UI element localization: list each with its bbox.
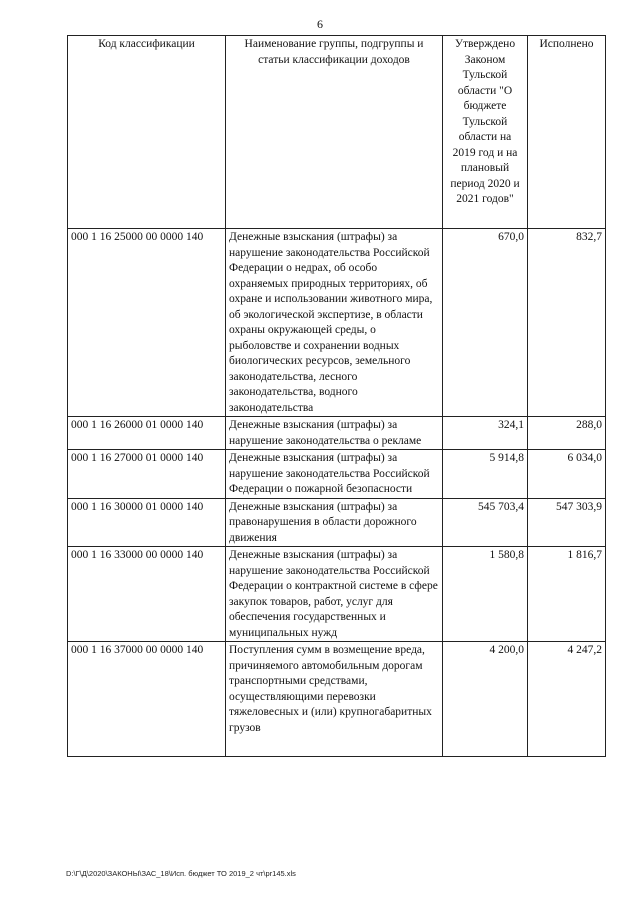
table-row — [68, 229, 606, 417]
row-name: Денежные взыскания (штрафы) за нарушение законодательства о рекламе — [226, 417, 443, 450]
row-name: Денежные взыскания (штрафы) за нарушение законодательства Российской Федерации о контрактной системе в сфере закупок товаров, работ, услуг для обеспечения государственных и муниципальных нужд — [226, 547, 443, 642]
row-executed: 832,7 — [528, 229, 606, 417]
table-header-row — [68, 36, 606, 229]
row-approved: 324,1 — [443, 417, 528, 450]
row-code: 000 1 16 33000 00 0000 140 — [68, 547, 226, 642]
row-approved: 4 200,0 — [443, 642, 528, 757]
header-code: Код классификации — [68, 36, 226, 229]
file-path-footer: D:\Г\Д\2020\ЗАКОНЫ\ЗАС_18\Исп. бюджет ТО 2019_2 чт\pr145.xls — [66, 869, 296, 878]
row-executed: 4 247,2 — [528, 642, 606, 757]
row-code: 000 1 16 30000 01 0000 140 — [68, 498, 226, 547]
header-approved: Утверждено Законом Тульской области "О бюджете Тульской области на 2019 год и на плановый период 2020 и 2021 годов" — [443, 36, 528, 229]
row-executed: 288,0 — [528, 417, 606, 450]
page-number: 6 — [317, 17, 323, 31]
row-code: 000 1 16 37000 00 0000 140 — [68, 642, 226, 757]
row-approved: 5 914,8 — [443, 450, 528, 499]
header-name: Наименование группы, подгруппы и статьи классификации доходов — [226, 36, 443, 229]
table-row — [68, 450, 606, 499]
table-row — [68, 642, 606, 757]
budget-revenue-table — [67, 35, 606, 757]
row-code: 000 1 16 26000 01 0000 140 — [68, 417, 226, 450]
table-row — [68, 417, 606, 450]
row-code: 000 1 16 27000 01 0000 140 — [68, 450, 226, 499]
row-name: Поступления сумм в возмещение вреда, причиняемого автомобильным дорогам транспортными средствами, осуществляющими перевозки тяжеловесных и (или) крупногабаритных грузов — [226, 642, 443, 757]
row-executed: 6 034,0 — [528, 450, 606, 499]
table-row — [68, 498, 606, 547]
row-approved: 1 580,8 — [443, 547, 528, 642]
row-name: Денежные взыскания (штрафы) за правонарушения в области дорожного движения — [226, 498, 443, 547]
row-name: Денежные взыскания (штрафы) за нарушение законодательства Российской Федерации о недрах, об особо охраняемых природных территориях, об охране и использовании животного мира, об экологической экспертизе, в области охраны окружающей среды, о рыболовстве и сохранении водных биологических ресурсов, земельного законодательства, лесного законодательства, водного законодательства — [226, 229, 443, 417]
row-executed: 547 303,9 — [528, 498, 606, 547]
table-row — [68, 547, 606, 642]
row-name: Денежные взыскания (штрафы) за нарушение законодательства Российской Федерации о пожарной безопасности — [226, 450, 443, 499]
row-approved: 670,0 — [443, 229, 528, 417]
row-code: 000 1 16 25000 00 0000 140 — [68, 229, 226, 417]
header-executed: Исполнено — [528, 36, 606, 229]
row-approved: 545 703,4 — [443, 498, 528, 547]
row-executed: 1 816,7 — [528, 547, 606, 642]
